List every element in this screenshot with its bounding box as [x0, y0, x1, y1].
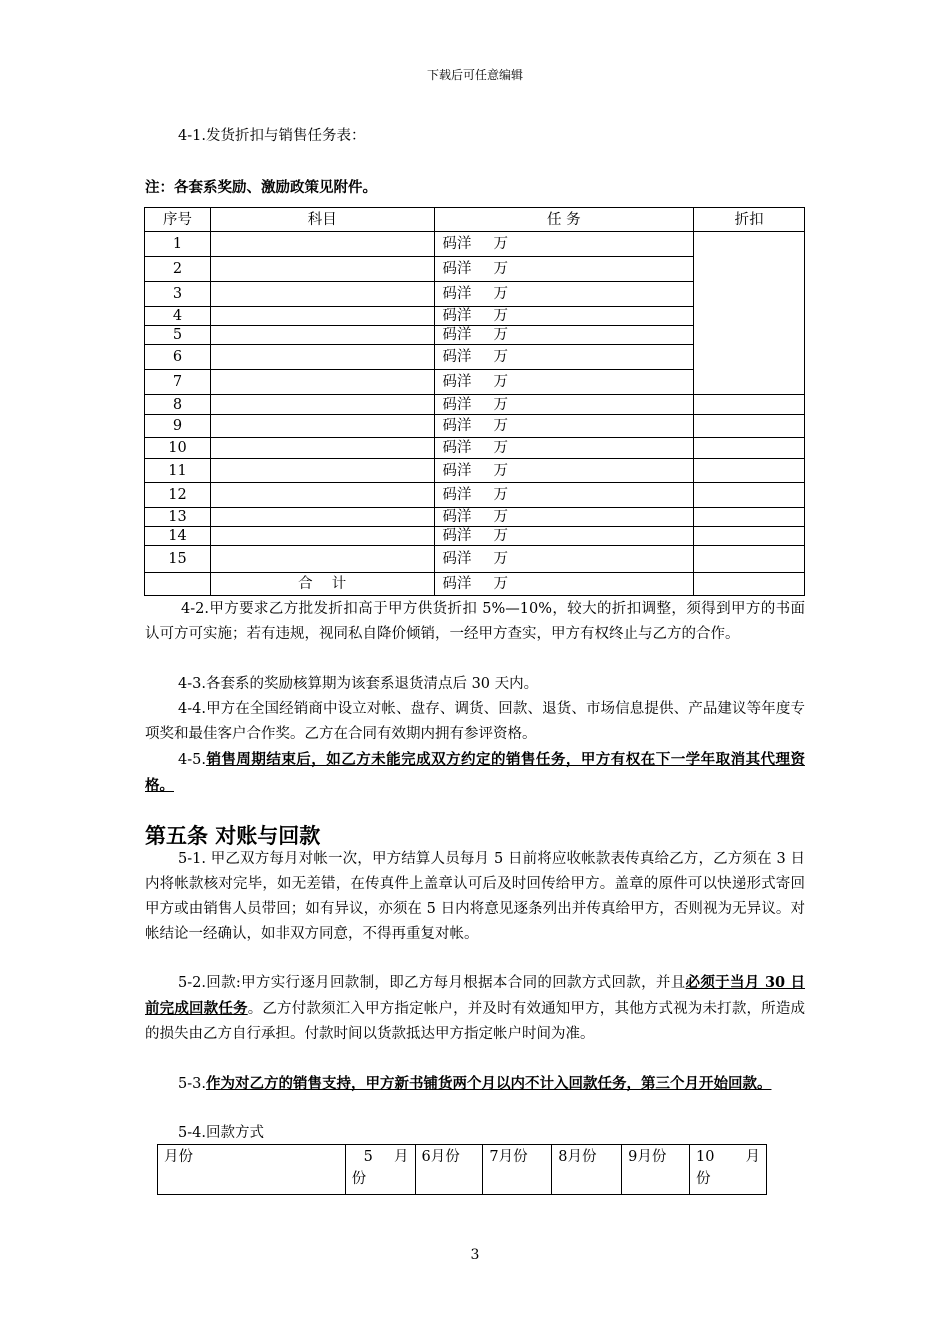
- task-unit: 万: [493, 286, 509, 302]
- row-subject: [210, 326, 434, 345]
- table-row: [145, 527, 805, 546]
- clause-5-4-title: 5-4.回款方式: [178, 1125, 264, 1141]
- row-no: 8: [145, 395, 211, 415]
- row-task: [434, 508, 694, 527]
- task-label: 码洋: [442, 327, 472, 343]
- row-discount: [694, 438, 805, 459]
- month-jul-cell: 7月份: [483, 1145, 552, 1195]
- month-may-fen: 份: [351, 1171, 367, 1187]
- row-task: [434, 459, 694, 483]
- month-oct-cell: [690, 1145, 767, 1195]
- section-5-heading: 第五条 对账与回款: [145, 824, 321, 848]
- payment-schedule-table: [157, 1144, 767, 1195]
- row-discount: [694, 508, 805, 527]
- row-discount: [694, 527, 805, 546]
- row-task: [434, 326, 694, 345]
- sales-task-table: [144, 207, 805, 596]
- table-row: [145, 483, 805, 508]
- task-label: 码洋: [442, 528, 472, 544]
- table-total-row: [145, 573, 805, 596]
- clause-4-4: 4-4.甲方在全国经销商中设立对帐、盘存、调货、回款、退货、市场信息提供、产品建议等年度专项奖和最佳客户合作奖。乙方在合同有效期内拥有参评资格。: [145, 701, 805, 742]
- clause-5-3-emphasis: 作为对乙方的销售支持，甲方新书铺货两个月以内不计入回款任务，第三个月开始回款。: [205, 1075, 772, 1092]
- row-task: [434, 395, 694, 415]
- row-no: 7: [145, 370, 211, 395]
- row-subject: [210, 483, 434, 508]
- table-row: [145, 415, 805, 438]
- row-task: [434, 483, 694, 508]
- task-label: 码洋: [442, 286, 472, 302]
- row-no: 12: [145, 483, 211, 508]
- table-row: [145, 232, 805, 257]
- row-task: [434, 527, 694, 546]
- task-label: 码洋: [442, 308, 472, 324]
- total-discount: [694, 573, 805, 596]
- row-task: [434, 282, 694, 307]
- row-no: 9: [145, 415, 211, 438]
- row-subject: [210, 527, 434, 546]
- month-jun-cell: 6月份: [415, 1145, 483, 1195]
- row-subject: [210, 345, 434, 370]
- row-no: 3: [145, 282, 211, 307]
- clause-4-5: [145, 747, 805, 799]
- header-serial: 序号: [145, 208, 211, 232]
- clause-5-2-text-a: 5-2.回款:甲方实行逐月回款制，即乙方每月根据本合同的回款方式回款，并且: [178, 975, 686, 991]
- total-label: 合 计: [210, 573, 434, 596]
- month-oct-top: [696, 1148, 760, 1166]
- row-task: [434, 257, 694, 282]
- task-label: 码洋: [442, 236, 472, 252]
- month-may-num: 5: [363, 1149, 373, 1165]
- row-no: 5: [145, 326, 211, 345]
- discount-merged-cell: [694, 232, 805, 395]
- table-row: [145, 395, 805, 415]
- row-discount: [694, 546, 805, 573]
- row-subject: [210, 395, 434, 415]
- task-label: 码洋: [442, 349, 472, 365]
- row-task: [434, 345, 694, 370]
- row-task: [434, 232, 694, 257]
- month-oct-num: 10: [696, 1149, 715, 1165]
- row-subject: [210, 508, 434, 527]
- task-label: 码洋: [442, 551, 472, 567]
- task-label: 码洋: [442, 509, 472, 525]
- section-4-1-title: 4-1.发货折扣与销售任务表：: [178, 128, 366, 144]
- month-oct-fen: 份: [696, 1171, 711, 1187]
- payment-month-row: [158, 1145, 767, 1195]
- month-may-mo: 月: [394, 1149, 409, 1165]
- month-oct-mo: 月: [745, 1149, 760, 1165]
- total-no: [145, 573, 211, 596]
- row-discount: [694, 395, 805, 415]
- task-unit: 万: [493, 349, 509, 365]
- row-no: 10: [145, 438, 211, 459]
- table-row: [145, 438, 805, 459]
- month-may-cell: [345, 1145, 415, 1195]
- task-unit: 万: [493, 576, 509, 592]
- header-subject: 科目: [210, 208, 434, 232]
- row-task: [434, 307, 694, 326]
- table-row: [145, 459, 805, 483]
- row-discount: [694, 415, 805, 438]
- task-unit: 万: [493, 374, 509, 390]
- page-header: 下载后可任意编辑: [426, 68, 523, 82]
- payment-label-cell: 月份: [158, 1145, 346, 1195]
- clause-4-3: 4-3.各套系的奖励核算期为该套系退货清点后 30 天内。: [178, 676, 539, 692]
- row-subject: [210, 415, 434, 438]
- table-row: [145, 508, 805, 527]
- task-unit: 万: [493, 327, 509, 343]
- row-subject: [210, 307, 434, 326]
- task-label: 码洋: [442, 440, 472, 456]
- row-subject: [210, 282, 434, 307]
- total-task: [434, 573, 694, 596]
- table-header-row: [145, 208, 805, 232]
- table-note: 注：各套系奖励、激励政策见附件。: [145, 179, 377, 196]
- table-row: [145, 546, 805, 573]
- task-unit: 万: [493, 396, 509, 413]
- task-label: 码洋: [442, 261, 472, 277]
- row-subject: [210, 232, 434, 257]
- header-discount: 折扣: [694, 208, 805, 232]
- task-label: 码洋: [442, 396, 472, 413]
- row-no: 11: [145, 459, 211, 483]
- row-subject: [210, 438, 434, 459]
- task-label: 码洋: [442, 462, 472, 479]
- row-no: 4: [145, 307, 211, 326]
- task-label: 码洋: [442, 418, 472, 434]
- task-label: 码洋: [442, 374, 472, 390]
- header-task: 任 务: [434, 208, 694, 232]
- task-unit: 万: [493, 261, 509, 277]
- row-discount: [694, 459, 805, 483]
- clause-5-3: [145, 1071, 805, 1097]
- clause-5-2-emphasis: 必须于当月 30 日前完成回款任务: [145, 974, 806, 1017]
- row-no: 14: [145, 527, 211, 546]
- clause-4-5-number: 4-5.: [178, 752, 206, 768]
- row-task: [434, 415, 694, 438]
- row-subject: [210, 546, 434, 573]
- clause-5-2-text-b: 。乙方付款须汇入甲方指定帐户，并及时有效通知甲方，其他方式视为未打款，所造成的损失由乙方自行承担。付款时间以货款抵达甲方指定帐户时间为准。: [145, 1001, 806, 1042]
- row-task: [434, 438, 694, 459]
- task-unit: 万: [493, 418, 509, 434]
- clause-5-3-number: 5-3.: [178, 1076, 206, 1092]
- row-subject: [210, 459, 434, 483]
- row-discount: [694, 483, 805, 508]
- row-task: [434, 546, 694, 573]
- clause-4-5-emphasis: 销售周期结束后，如乙方未能完成双方约定的销售任务，甲方有权在下一学年取消其代理资格。: [145, 751, 805, 794]
- row-no: 13: [145, 508, 211, 527]
- row-no: 6: [145, 345, 211, 370]
- task-label: 码洋: [442, 487, 472, 503]
- row-subject: [210, 257, 434, 282]
- month-may-top: [352, 1148, 409, 1166]
- row-no: 1: [145, 232, 211, 257]
- task-unit: 万: [493, 440, 509, 456]
- row-task: [434, 370, 694, 395]
- clause-5-1: 5-1. 甲乙双方每月对帐一次，甲方结算人员每月 5 日前将应收帐款表传真给乙方，乙方须在 3 日内将帐款核对完毕，如无差错，在传真件上盖章认可后及时回传给甲方。盖章的原件可以快递形式寄回甲方或由销售人员带回；如有异议，亦须在 5 日内将意见逐条列出并传真给甲方，否则视为无异议。对帐结论一经确认，如非双方同意，不得再重复对帐。: [145, 851, 805, 942]
- task-label: 码洋: [442, 576, 472, 592]
- task-unit: 万: [493, 236, 509, 252]
- month-aug-cell: 8月份: [552, 1145, 622, 1195]
- task-unit: 万: [493, 551, 509, 567]
- page-number: 3: [470, 1247, 480, 1263]
- task-unit: 万: [493, 462, 509, 479]
- task-unit: 万: [493, 509, 509, 525]
- clause-5-2: [145, 970, 805, 1047]
- month-sep-cell: 9月份: [622, 1145, 690, 1195]
- clause-4-2: 4-2.甲方要求乙方批发折扣高于甲方供货折扣 5%—10%，较大的折扣调整，须得到甲方的书面认可方可实施；若有违规，视同私自降价倾销，一经甲方查实，甲方有权终止与乙方的合作。: [145, 601, 805, 642]
- row-no: 15: [145, 546, 211, 573]
- row-no: 2: [145, 257, 211, 282]
- task-unit: 万: [493, 487, 509, 503]
- row-subject: [210, 370, 434, 395]
- task-unit: 万: [493, 308, 509, 324]
- task-unit: 万: [493, 528, 509, 544]
